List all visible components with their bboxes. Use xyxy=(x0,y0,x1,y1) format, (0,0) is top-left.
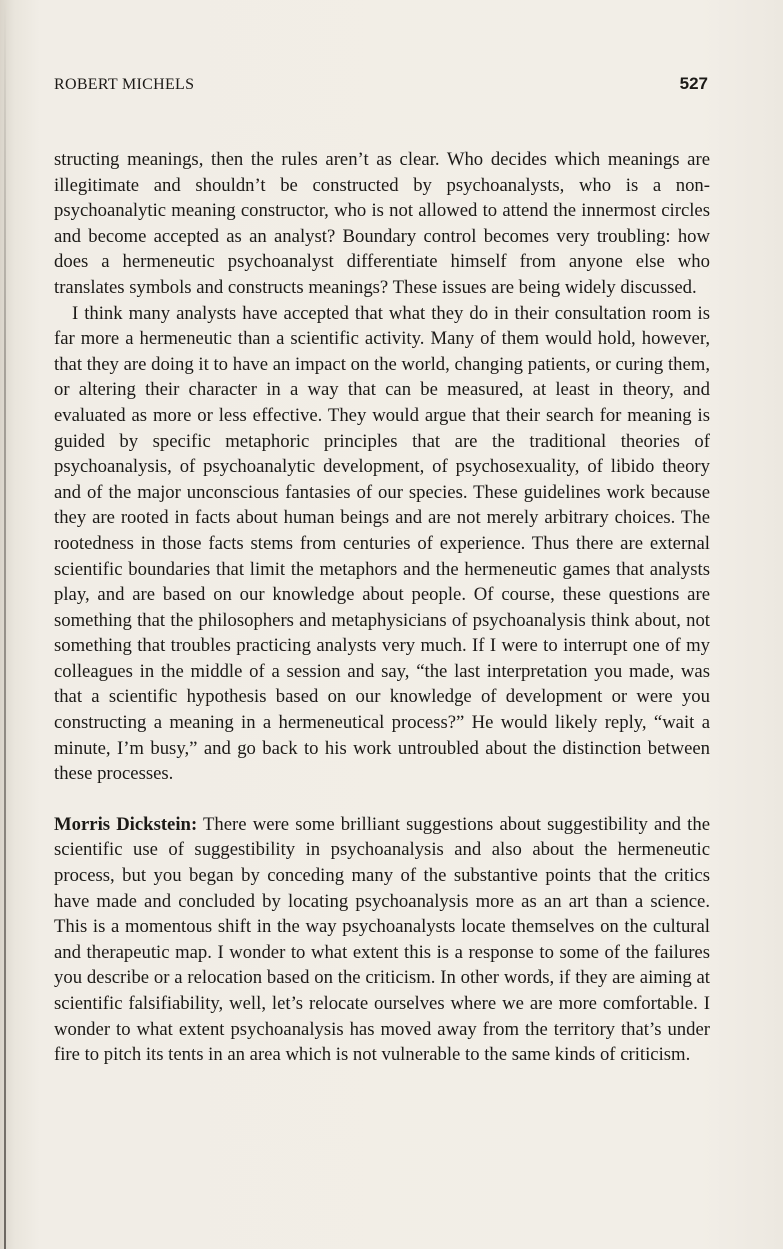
page-number: 527 xyxy=(679,74,708,93)
paragraph-continued: structing meanings, then the rules aren’t as clear. Who decides which meanings are illegitimate and shouldn’t be constructed by psychoanalysts, who is a non-psychoanalytic meaning constructor, who is not allowed to attend the innermost circles and become accepted as an analyst? Boundary control becomes very troubling: how does a hermeneutic psychoanalyst differentiate himself from anyone else who translates symbols and constructs meanings? These issues are being widely discussed. xyxy=(54,149,710,298)
book-gutter xyxy=(4,0,6,1249)
paragraph-michels-response: I think many analysts have accepted that what they do in their consultation room is far more a hermeneutic than a scientific activity. Many of them would hold, however, that they are doing it to have an impact on the world, changing patients, or curing them, or altering their character in a way that can be measured, at least in theory, and evaluated as more or less effective. They would argue that their search for meaning is guided by specific metaphoric principles that are the traditional theories of psychoanalysis, of psychoanalytic development, of psychosexuality, of libido theory and of the major unconscious fantasies of our species. These guidelines work because they are rooted in facts about human beings and are not merely arbitrary choices. The rootedness in those facts stems from centuries of experience. Thus there are external scientific boundaries that limit the metaphors and the hermeneutic games that analysts play, and are based on our knowledge about people. Of course, these questions are something that the philosophers and metaphysicians of psychoanalysis think about, not something that troubles practicing analysts very much. If I were to interrupt one of my colleagues in the middle of a session and say, “the last interpretation you made, was that a scientific hypothesis based on our knowledge of development or were you constructing a meaning in a hermeneutical process?” He would likely reply, “wait a minute, I’m busy,” and go back to his work untroubled about the distinction between these processes. xyxy=(54,302,710,785)
running-head-author: ROBERT MICHELS xyxy=(54,76,195,93)
body-text xyxy=(54,147,710,1068)
speaker-name: Morris Dickstein: xyxy=(54,813,198,835)
paragraph-dickstein xyxy=(54,812,710,1068)
dickstein-remarks: There were some brilliant suggestions about suggestibility and the scientific use of suggestibility in psychoanalysis and also about the hermeneutic process, but you began by conceding many of the substantive points that the critics have made and concluded by locating psychoanalysis more as an art than a science. This is a momentous shift in the way psychoanalysts locate themselves on the cultural and therapeutic map. I wonder to what extent this is a response to some of the failures you describe or a relocation based on the criticism. In other words, if they are aiming at scientific falsifiability, well, let’s relocate ourselves where we are more comfortable. I wonder to what extent psychoanalysis has moved away from the territory that’s under fire to pitch its tents in an area which is not vulnerable to the same kinds of criticism. xyxy=(54,813,710,1066)
running-head xyxy=(54,74,708,98)
